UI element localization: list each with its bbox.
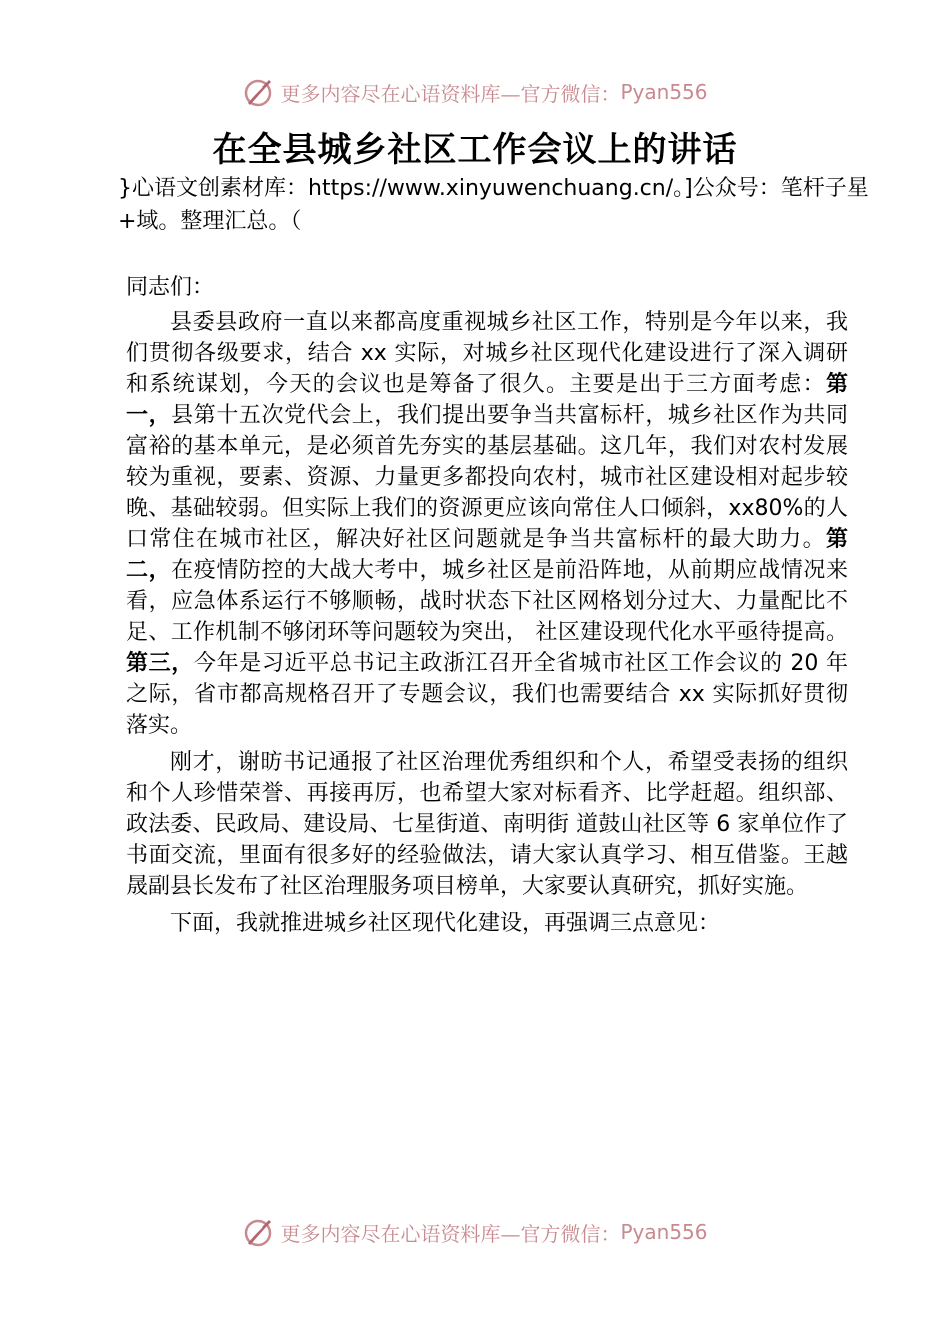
banner-text: 更多内容尽在心语资料库—官方微信： <box>280 1221 621 1246</box>
pen-logo-icon <box>242 1215 276 1249</box>
pen-logo-icon <box>242 75 276 109</box>
emphasis-run: 第二， <box>126 527 848 583</box>
banner-wechat-id: Pyan556 <box>620 1220 708 1244</box>
emphasis-run: 第一， <box>126 372 848 428</box>
text-run: 县第十五次党代会上，我们提出要争当共富标杆，城乡社区作为共同富裕的基本单元，是必须首先夯实的基层基础。这几年，我们对农村发展较为重视，要素、资源、力量更多都投向农村，城市社区建设相对起步较晚、基础较弱。但实际上我们的资源更应该向常住人口倾斜，xx80%的人口常住在城市社区，解决好社区问题就是争当共富标杆的最大助力。 <box>126 403 848 552</box>
body-paragraph <box>126 307 848 741</box>
text-run: 县委县政府一直以来都高度重视城乡社区工作，特别是今年以来，我们贯彻各级要求，结合 xx 实际，对城乡社区现代化建设进行了深入调研和系统谋划，今天的会议也是筹备了很久。主要是出于三方面考虑： <box>126 310 848 397</box>
footer-watermark-banner <box>0 1212 950 1252</box>
emphasis-run: 第三， <box>126 651 194 676</box>
salutation: 同志们： <box>126 275 215 300</box>
text-run: 刚才，谢昉书记通报了社区治理优秀组织和个人，希望受表扬的组织和个人珍惜荣誉、再接再厉，也希望大家对标看齐、比学赶超。组织部、政法委、民政局、建设局、七星街道、南明街 道鼓山社区等 6 家单位作了书面交流，里面有很多好的经验做法，请大家认真学习、相互借鉴。王越晟副县长发布了社区治理服务项目榜单，大家要认真研究，抓好实施。 <box>126 750 848 899</box>
source-note: }心语文创素材库：https://www.xinyuwenchuang.cn/。]公众号：笔杆子星+域。整理汇总。（ <box>118 176 869 234</box>
banner-text: 更多内容尽在心语资料库—官方微信： <box>280 81 621 106</box>
paragraph-list <box>126 307 848 939</box>
document-body <box>126 272 848 945</box>
body-paragraph <box>126 747 848 902</box>
text-run: 下面，我就推进城乡社区现代化建设，再强调三点意见： <box>170 911 721 936</box>
text-run: 在疫情防控的大战大考中，城乡社区是前沿阵地，从前期应战情况来看，应急体系运行不够顺畅，战时状态下社区网格划分过大、力量配比不足、工作机制不够闭环等问题较为突出， 社区建设现代化水平亟待提高。 <box>126 558 848 645</box>
body-paragraph <box>126 908 848 939</box>
banner-wechat-id: Pyan556 <box>620 80 708 104</box>
text-run: 今年是习近平总书记主政浙江召开全省城市社区工作会议的 20 年之际，省市都高规格召开了专题会议，我们也需要结合 xx 实际抓好贯彻落实。 <box>126 651 848 738</box>
header-watermark-banner <box>0 72 950 112</box>
page-title: 在全县城乡社区工作会议上的讲话 <box>212 130 738 170</box>
